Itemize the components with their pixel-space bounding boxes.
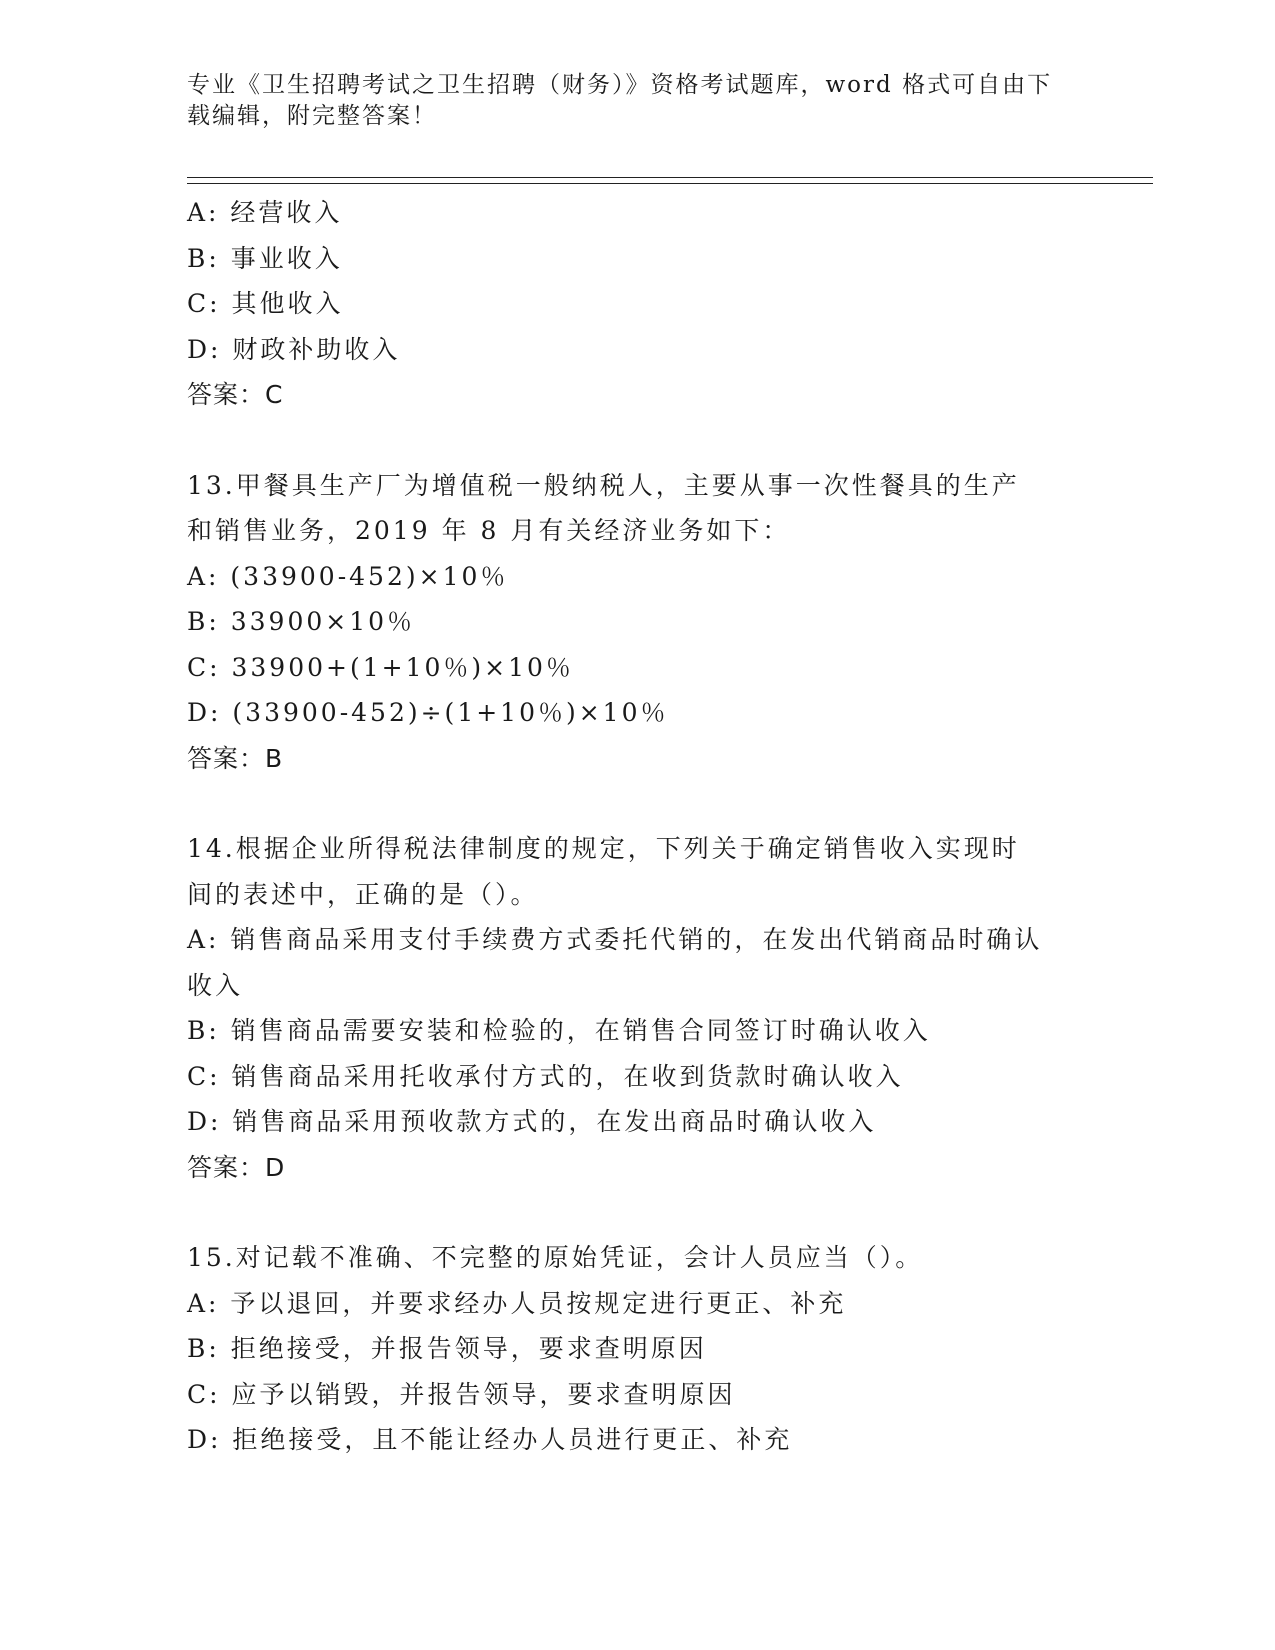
- question-list: [187, 190, 1087, 1463]
- option-b: B: 33900×10％: [187, 607, 416, 636]
- spacer: [187, 781, 1087, 826]
- option-a: A: 经营收入: [187, 198, 343, 227]
- answer-label: 答案：B: [187, 743, 284, 773]
- question-12: [187, 190, 1087, 418]
- question-stem: 15.对记载不准确、不完整的原始凭证，会计人员应当（）。: [187, 1243, 924, 1272]
- option-d: D: (33900-452)÷(1+10％)×10％: [187, 698, 669, 727]
- option-b: B: 拒绝接受，并报告领导，要求查明原因: [187, 1334, 707, 1363]
- spacer: [187, 1190, 1087, 1235]
- document-header: 专业《卫生招聘考试之卫生招聘（财务）》资格考试题库，word 格式可自由下载编辑，附完整答案！: [187, 72, 1053, 129]
- header-divider: [187, 177, 1153, 184]
- option-c: C: 33900+(1+10％)×10％: [187, 652, 574, 682]
- option-d: D: 拒绝接受，且不能让经办人员进行更正、补充: [187, 1425, 793, 1454]
- answer-label: 答案：D: [187, 1152, 286, 1182]
- option-b: B: 销售商品需要安装和检验的，在销售合同签订时确认收入: [187, 1016, 931, 1045]
- option-d: D: 财政补助收入: [187, 334, 401, 364]
- question-stem: 14.根据企业所得税法律制度的规定，下列关于确定销售收入实现时间的表述中，正确的是（）。: [187, 834, 1020, 909]
- question-13: [187, 463, 1087, 782]
- option-c: C: 其他收入: [187, 289, 344, 318]
- option-c: C: 应予以销毁，并报告领导，要求查明原因: [187, 1379, 736, 1409]
- option-a: A: 销售商品采用支付手续费方式委托代销的，在发出代销商品时确认收入: [187, 925, 1043, 1000]
- question-14: [187, 826, 1087, 1190]
- answer-label: 答案：C: [187, 380, 284, 409]
- option-c: C: 销售商品采用托收承付方式的，在收到货款时确认收入: [187, 1061, 904, 1091]
- option-a: A: 予以退回，并要求经办人员按规定进行更正、补充: [187, 1288, 847, 1318]
- spacer: [187, 418, 1087, 463]
- option-d: D: 销售商品采用预收款方式的，在发出商品时确认收入: [187, 1107, 877, 1136]
- question-stem: 13.甲餐具生产厂为增值税一般纳税人，主要从事一次性餐具的生产和销售业务，2019 年 8 月有关经济业务如下：: [187, 470, 1020, 545]
- option-b: B: 事业收入: [187, 243, 343, 273]
- option-a: A: (33900-452)×10％: [187, 561, 509, 591]
- question-15: [187, 1235, 1087, 1463]
